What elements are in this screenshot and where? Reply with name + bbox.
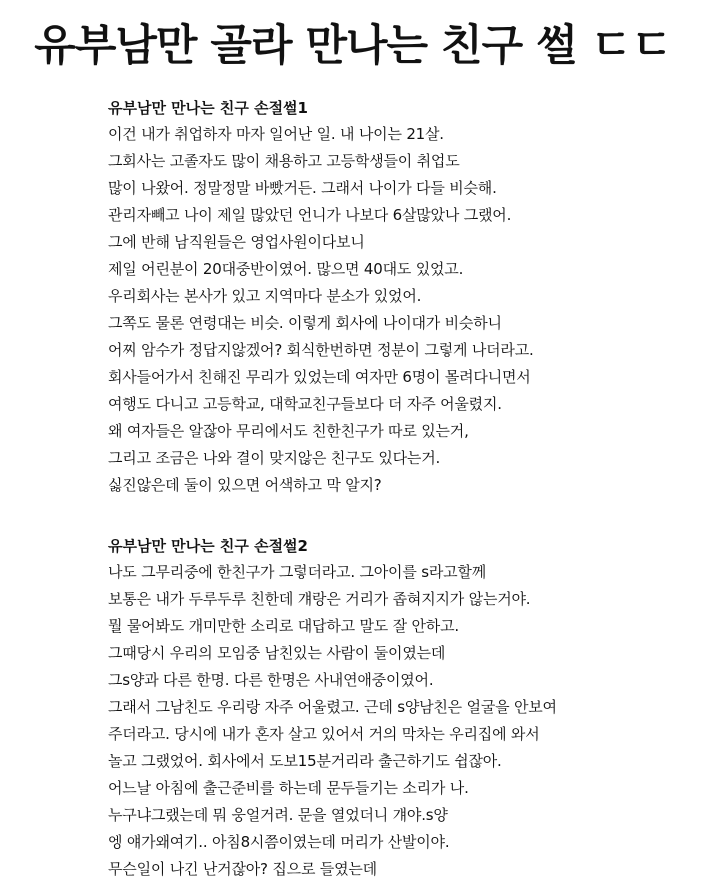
section-heading: 유부남만 만나는 친구 손절썰2 [108, 537, 308, 555]
story-line: 그리고 조금은 나와 결이 맞지않은 친구도 있다는거. [108, 449, 441, 467]
story-line: 주더라고. 당시에 내가 혼자 살고 있어서 거의 막차는 우리집에 와서 [108, 725, 540, 743]
story-line: 제일 어린분이 20대중반이였어. 많으면 40대도 있었고. [108, 260, 464, 278]
story-line: 그s양과 다른 한명. 다른 한명은 사내연애중이였어. [108, 671, 434, 689]
story-line: 엥 얘가왜여기.. 아침8시쯤이였는데 머리가 산발이야. [108, 833, 450, 851]
story-line: 회사들어가서 친해진 무리가 있었는데 여자만 6명이 몰려다니면서 [108, 368, 531, 386]
story-line: 누구냐그랬는데 뭐 웅얼거려. 문을 열었더니 걔야.s양 [108, 806, 448, 824]
story-line: 그회사는 고졸자도 많이 채용하고 고등학생들이 취업도 [108, 152, 460, 170]
section-heading: 유부남만 만나는 친구 손절썰1 [108, 99, 308, 117]
story-line: 싫진않은데 둘이 있으면 어색하고 막 알지? [108, 476, 382, 494]
story-line: 나도 그무리중에 한친구가 그렇더라고. 그아이를 s라고할께 [108, 563, 486, 581]
story-line: 그때당시 우리의 모임중 남친있는 사람이 둘이였는데 [108, 644, 446, 662]
story-line: 우리회사는 본사가 있고 지역마다 분소가 있었어. [108, 287, 422, 305]
story-line: 그래서 그남친도 우리랑 자주 어울렸고. 근데 s양남친은 얼굴을 안보여 [108, 698, 557, 716]
story-line: 무슨일이 나긴 난거잖아? 집으로 들였는데 [108, 860, 377, 878]
story-line: 이건 내가 취업하자 마자 일어난 일. 내 나이는 21살. [108, 125, 444, 143]
story-line: 뭘 물어봐도 개미만한 소리로 대답하고 말도 잘 안하고. [108, 617, 459, 635]
story-line: 많이 나왔어. 정말정말 바빴거든. 그래서 나이가 다들 비슷해. [108, 179, 497, 197]
story-line: 여행도 다니고 고등학교, 대학교친구들보다 더 자주 어울렸지. [108, 395, 502, 413]
story-line: 관리자빼고 나이 제일 많았던 언니가 나보다 6살많았나 그랬어. [108, 206, 512, 224]
story-section-2 [108, 534, 698, 883]
story-line: 그에 반해 남직원들은 영업사원이다보니 [108, 233, 365, 251]
story-line: 그쪽도 물론 연령대는 비슷. 이렇게 회사에 나이대가 비슷하니 [108, 314, 502, 332]
story-line: 보통은 내가 두루두루 친한데 걔랑은 거리가 좁혀지지가 않는거야. [108, 590, 531, 608]
page-title: 유부남만 골라 만나는 친구 썰 ㄷㄷ [34, 21, 672, 71]
story-line: 어찌 암수가 정답지않겠어? 회식한번하면 정분이 그렇게 나더라고. [108, 341, 534, 359]
story-section-1 [108, 96, 698, 499]
story-line: 왜 여자들은 알잖아 무리에서도 친한친구가 따로 있는거, [108, 422, 469, 440]
story-line: 놀고 그랬었어. 회사에서 도보15분거리라 출근하기도 쉽잖아. [108, 752, 502, 770]
story-line: 어느날 아침에 출근준비를 하는데 문두들기는 소리가 나. [108, 779, 469, 797]
